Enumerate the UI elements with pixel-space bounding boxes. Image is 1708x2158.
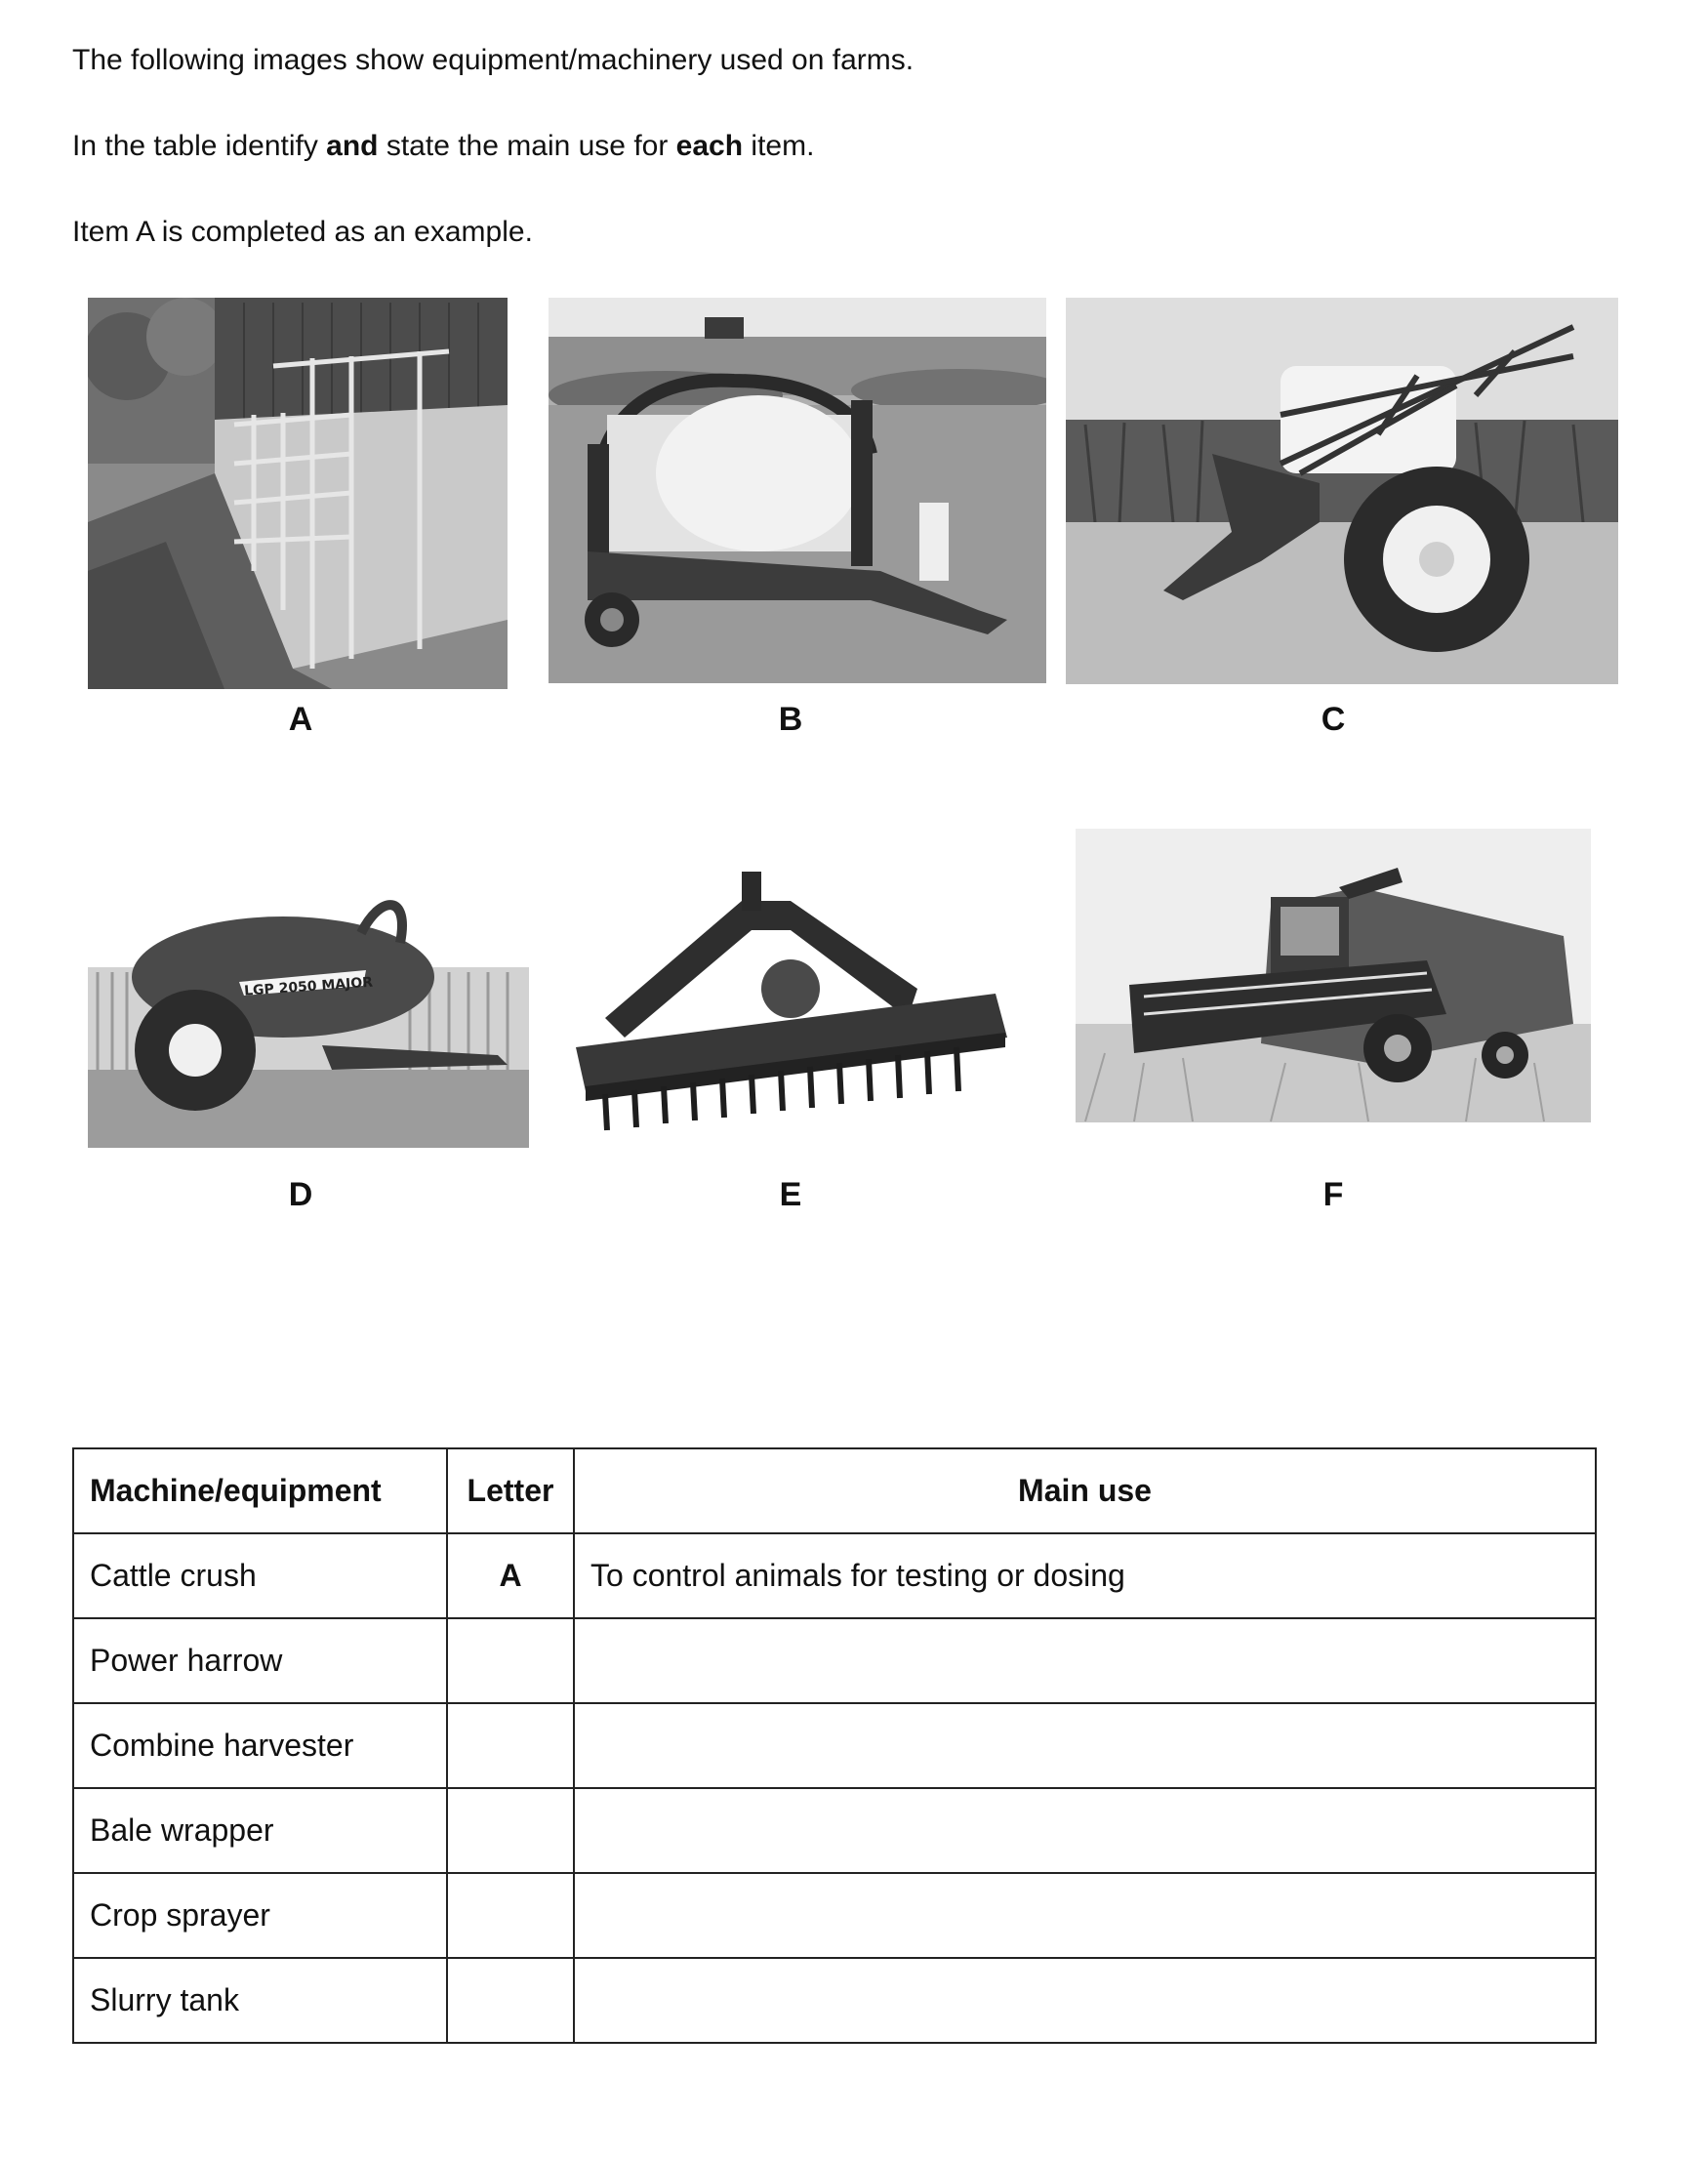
figure-label-f: F: [1322, 1176, 1344, 1213]
crop-sprayer-photo: [1066, 298, 1618, 684]
machine-cell: Cattle crush: [73, 1533, 447, 1618]
figure-label-b: B: [778, 701, 803, 738]
instruction-text: item.: [743, 130, 815, 162]
machine-cell: Power harrow: [73, 1618, 447, 1703]
header-main-use: Main use: [574, 1448, 1596, 1533]
table-row: [73, 1873, 1596, 1958]
figure-label-c: C: [1321, 701, 1346, 738]
table-row: [73, 1958, 1596, 2043]
table-header-row: [73, 1448, 1596, 1533]
tank-label: LGP 2050 MAJOR: [243, 974, 374, 999]
instruction-emphasis: each: [675, 130, 744, 162]
table-row: [73, 1788, 1596, 1873]
instruction-text: state the main use for: [378, 130, 676, 162]
instruction-line-1: The following images show equipment/machinery used on farms.: [72, 44, 915, 76]
table-row: [73, 1618, 1596, 1703]
machine-cell: Bale wrapper: [73, 1788, 447, 1873]
machine-cell: Crop sprayer: [73, 1873, 447, 1958]
bale-wrapper-photo: [549, 298, 1046, 683]
letter-cell[interactable]: [447, 1703, 574, 1788]
figure-label-d: D: [288, 1176, 313, 1213]
letter-cell[interactable]: [447, 1618, 574, 1703]
combine-harvester-photo: [1076, 829, 1591, 1122]
instruction-text: In the table identify: [72, 130, 327, 162]
main-use-cell[interactable]: [574, 1618, 1596, 1703]
power-harrow-photo: [566, 872, 1015, 1155]
table-row: [73, 1703, 1596, 1788]
main-use-cell[interactable]: [574, 1958, 1596, 2043]
letter-cell: A: [447, 1533, 574, 1618]
instruction-line-2: [72, 127, 814, 166]
header-letter: Letter: [447, 1448, 574, 1533]
instruction-emphasis: and: [326, 130, 379, 162]
main-use-cell[interactable]: [574, 1788, 1596, 1873]
machine-cell: Combine harvester: [73, 1703, 447, 1788]
figure-label-e: E: [779, 1176, 802, 1213]
instruction-line-3: Item A is completed as an example.: [72, 216, 533, 248]
machine-cell: Slurry tank: [73, 1958, 447, 2043]
main-use-cell[interactable]: [574, 1873, 1596, 1958]
answer-table: [72, 1447, 1597, 2044]
cattle-crush-photo: [88, 298, 508, 689]
table-row: [73, 1533, 1596, 1618]
figure-label-a: A: [288, 701, 313, 738]
letter-cell[interactable]: [447, 1958, 574, 2043]
letter-cell[interactable]: [447, 1788, 574, 1873]
letter-cell[interactable]: [447, 1873, 574, 1958]
main-use-cell: To control animals for testing or dosing: [574, 1533, 1596, 1618]
slurry-tank-photo: [88, 875, 529, 1148]
header-machine: Machine/equipment: [73, 1448, 447, 1533]
main-use-cell[interactable]: [574, 1703, 1596, 1788]
